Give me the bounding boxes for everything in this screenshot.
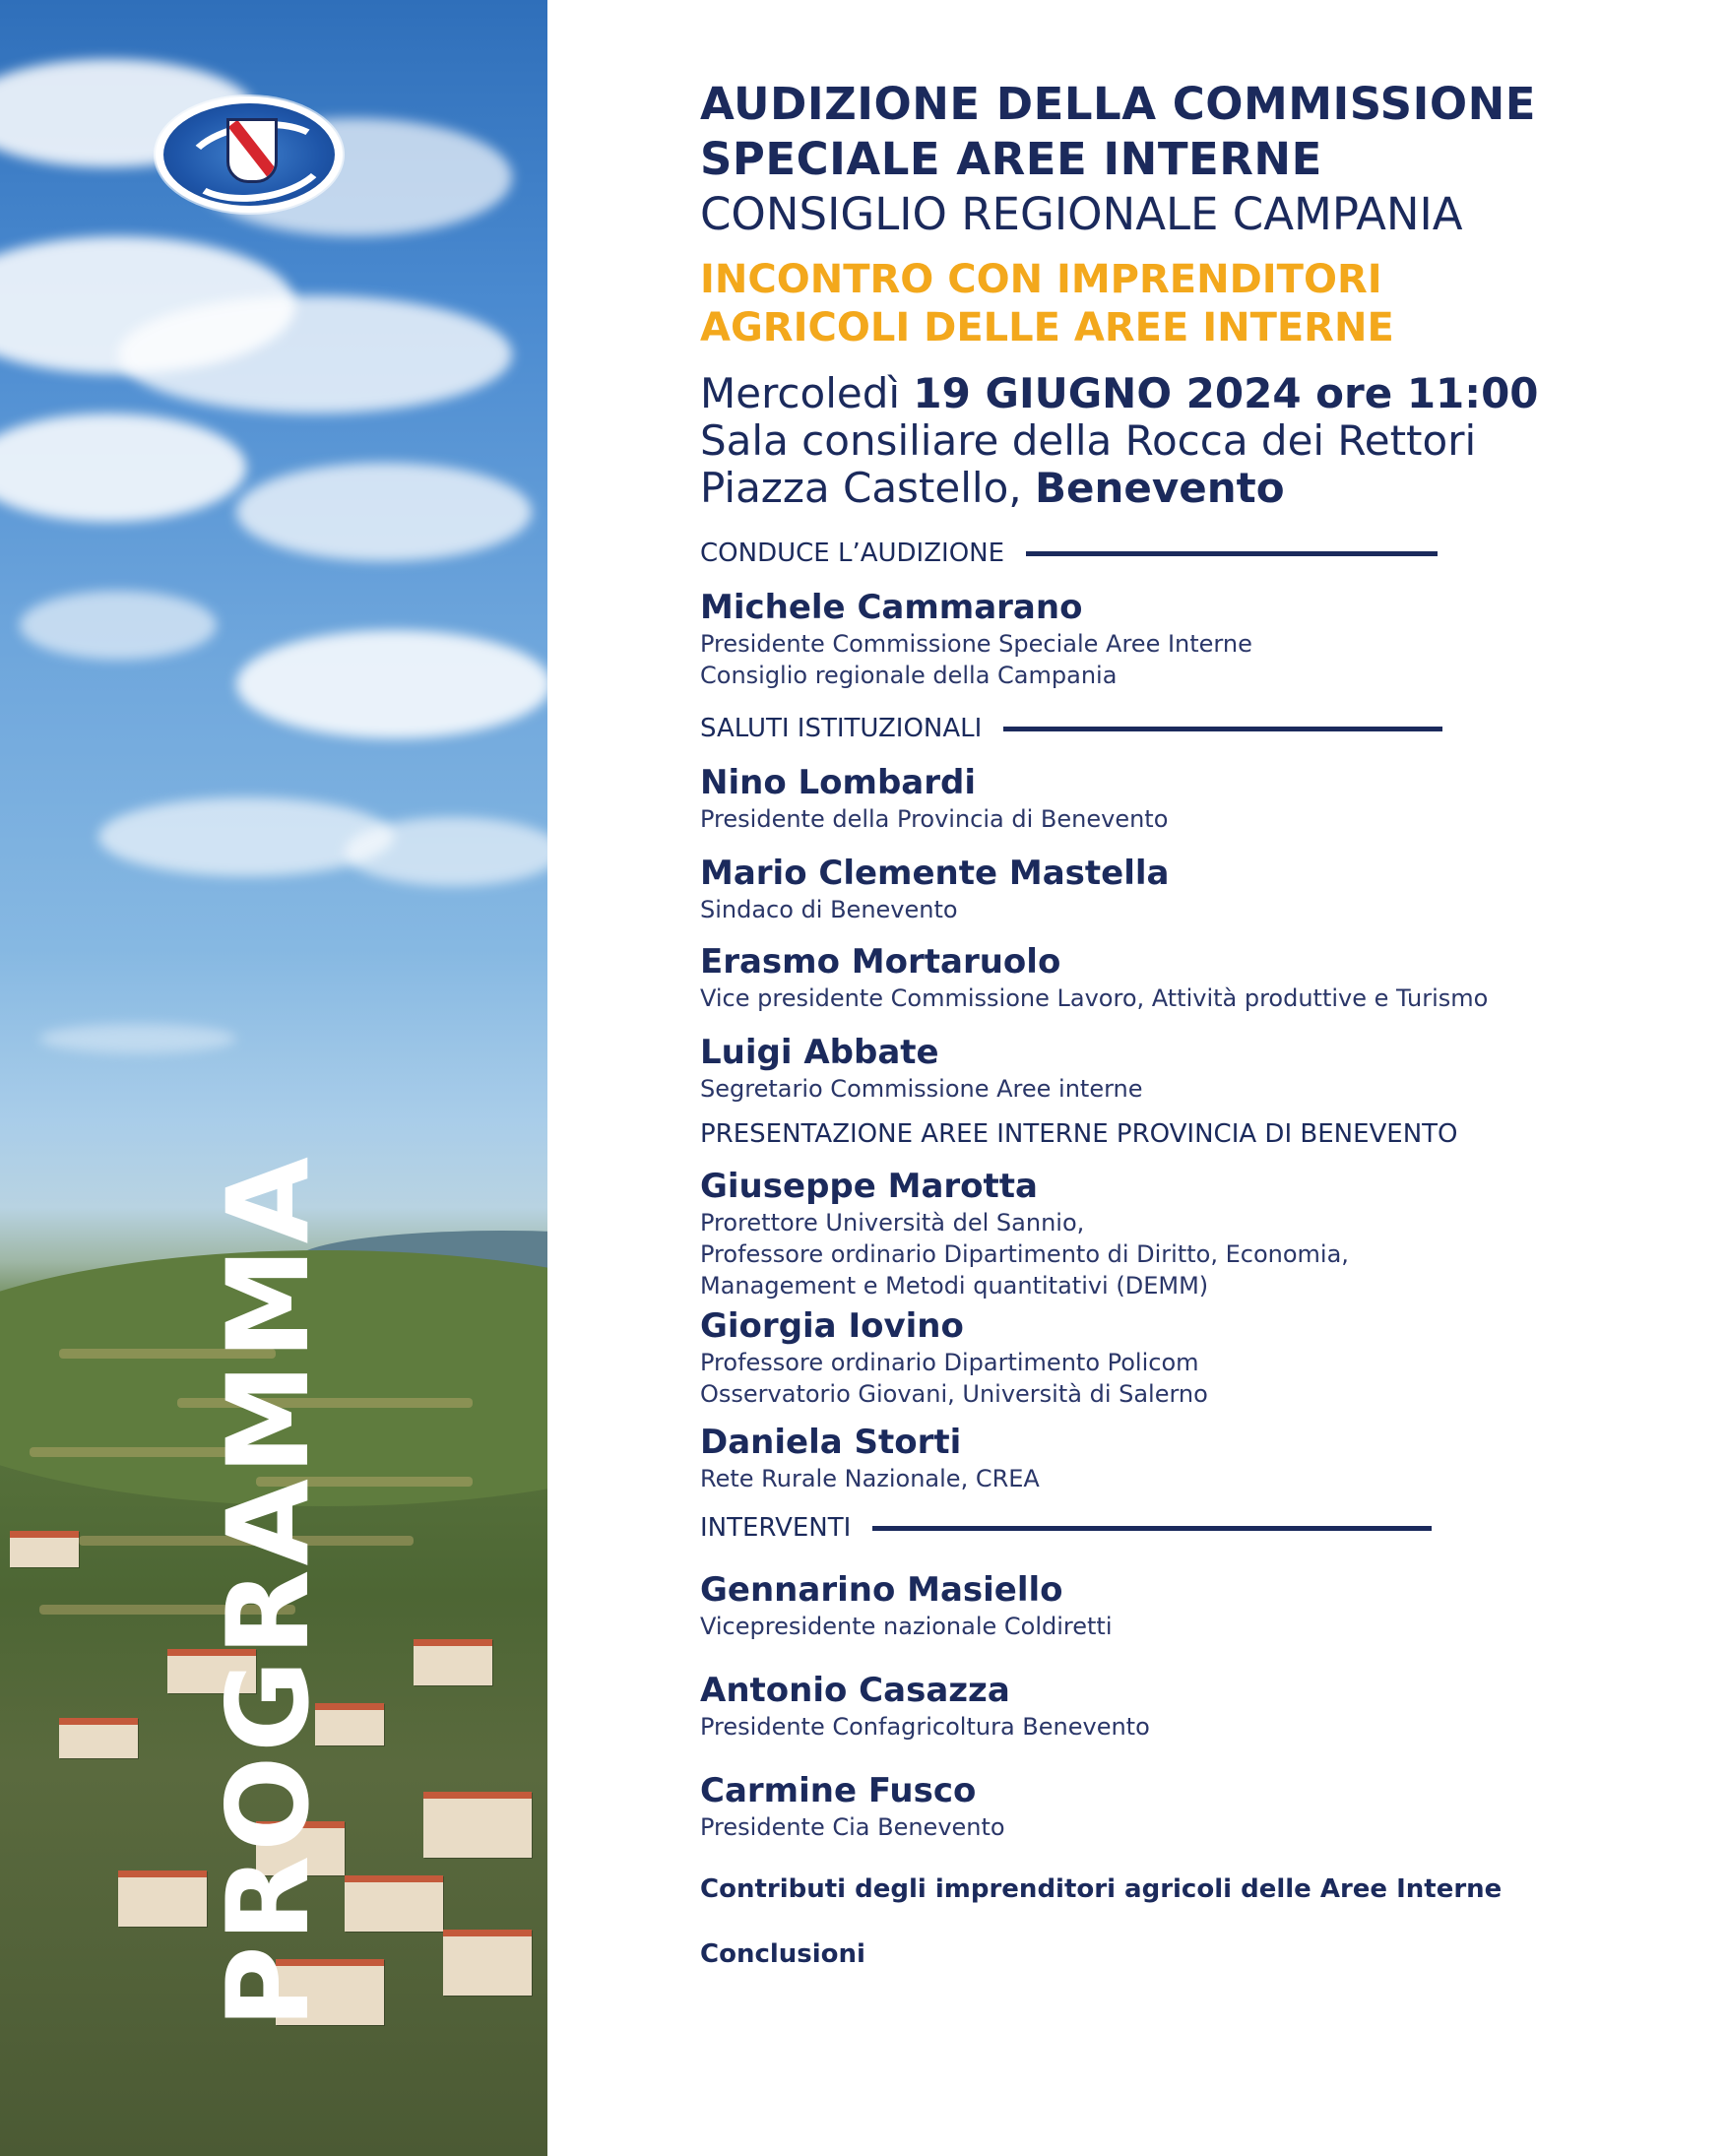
event-title [700,256,1645,352]
speaker-item [700,1569,1645,1642]
speaker-role: Sindaco di Benevento [700,896,958,923]
city: Benevento [1035,464,1285,512]
speaker-role: Segretario Commissione Aree interne [700,1075,1143,1103]
speaker-role: Professore ordinario Dipartimento di Diritto, Economia, [700,1240,1349,1268]
speaker-item [700,853,1645,925]
event-line-1: INCONTRO CON IMPRENDITORI [700,257,1382,302]
speaker-name: Giuseppe Marotta [700,1167,1038,1206]
speaker-role: Vice presidente Commissione Lavoro, Attività produttive e Turismo [700,984,1489,1012]
speaker-role: Presidente Confagricoltura Benevento [700,1713,1150,1741]
speaker-name: Mario Clemente Mastella [700,854,1170,893]
section-label: PRESENTAZIONE AREE INTERNE PROVINCIA DI BENEVENTO [700,1119,1458,1149]
section-header-interventi [700,1508,1645,1548]
day-label: Mercoledì [700,369,901,417]
speaker-role: Osservatorio Giovani, Università di Salerno [700,1380,1208,1408]
speaker-name: Carmine Fusco [700,1771,977,1810]
contributi-line: Contributi degli imprenditori agricoli delle Aree Interne [700,1874,1503,1904]
speaker-role: Prorettore Università del Sannio, [700,1209,1085,1237]
speaker-name: Giorgia Iovino [700,1306,964,1346]
speaker-name: Antonio Casazza [700,1671,1010,1710]
speaker-item [700,1032,1645,1105]
speaker-name: Erasmo Mortaruolo [700,942,1061,982]
section-rule [1003,727,1442,731]
section-header-presentazione [700,1114,1645,1154]
event-datetime: 19 GIUGNO 2024 ore 11:00 [913,369,1539,417]
section-label: SALUTI ISTITUZIONALI [700,714,983,743]
speaker-role: Management e Metodi quantitativi (DEMM) [700,1272,1209,1300]
speaker-role: Vicepresidente nazionale Coldiretti [700,1613,1113,1640]
title-line-1: AUDIZIONE DELLA COMMISSIONE [700,78,1536,130]
section-rule [1026,551,1438,556]
speaker-role: Consiglio regionale della Campania [700,662,1118,689]
speaker-item [700,941,1645,1014]
speaker-item [700,1670,1645,1743]
speaker-name: Nino Lombardi [700,763,977,802]
event-when-where [700,370,1645,512]
speaker-item [700,587,1645,691]
speaker-name: Gennarino Masiello [700,1570,1063,1610]
speaker-name: Michele Cammarano [700,588,1083,627]
section-label: INTERVENTI [700,1513,852,1543]
speaker-item [700,1305,1645,1410]
regione-campania-logo-icon [156,96,343,213]
date-line [700,370,1645,417]
speaker-item [700,1166,1645,1301]
address-line [700,465,1645,512]
speaker-item [700,762,1645,835]
speaker-role: Presidente Commissione Speciale Aree Interne [700,630,1252,658]
section-label: CONDUCE L’AUDIZIONE [700,539,1005,568]
venue-line: Sala consiliare della Rocca dei Rettori [700,416,1477,465]
section-header-conduce [700,534,1645,573]
speaker-item [700,1422,1645,1494]
speaker-role: Rete Rurale Nazionale, CREA [700,1465,1040,1492]
landscape-photo-panel [0,0,547,2156]
event-line-2: AGRICOLI DELLE AREE INTERNE [700,305,1394,350]
title-line-2: SPECIALE AREE INTERNE [700,133,1322,185]
address-prefix: Piazza Castello, [700,464,1022,512]
speaker-role: Presidente Cia Benevento [700,1813,1005,1841]
conclusioni-line: Conclusioni [700,1939,865,1969]
speaker-role: Presidente della Provincia di Benevento [700,805,1169,833]
speaker-name: Daniela Storti [700,1423,962,1462]
section-header-saluti [700,709,1645,748]
section-rule [872,1526,1432,1531]
speaker-item [700,1770,1645,1843]
subtitle: CONSIGLIO REGIONALE CAMPANIA [700,188,1463,240]
programma-label: PROGRAMMA [203,1153,334,2028]
speaker-name: Luigi Abbate [700,1033,939,1072]
speaker-role: Professore ordinario Dipartimento Policom [700,1349,1199,1376]
program-content [700,77,1645,1971]
